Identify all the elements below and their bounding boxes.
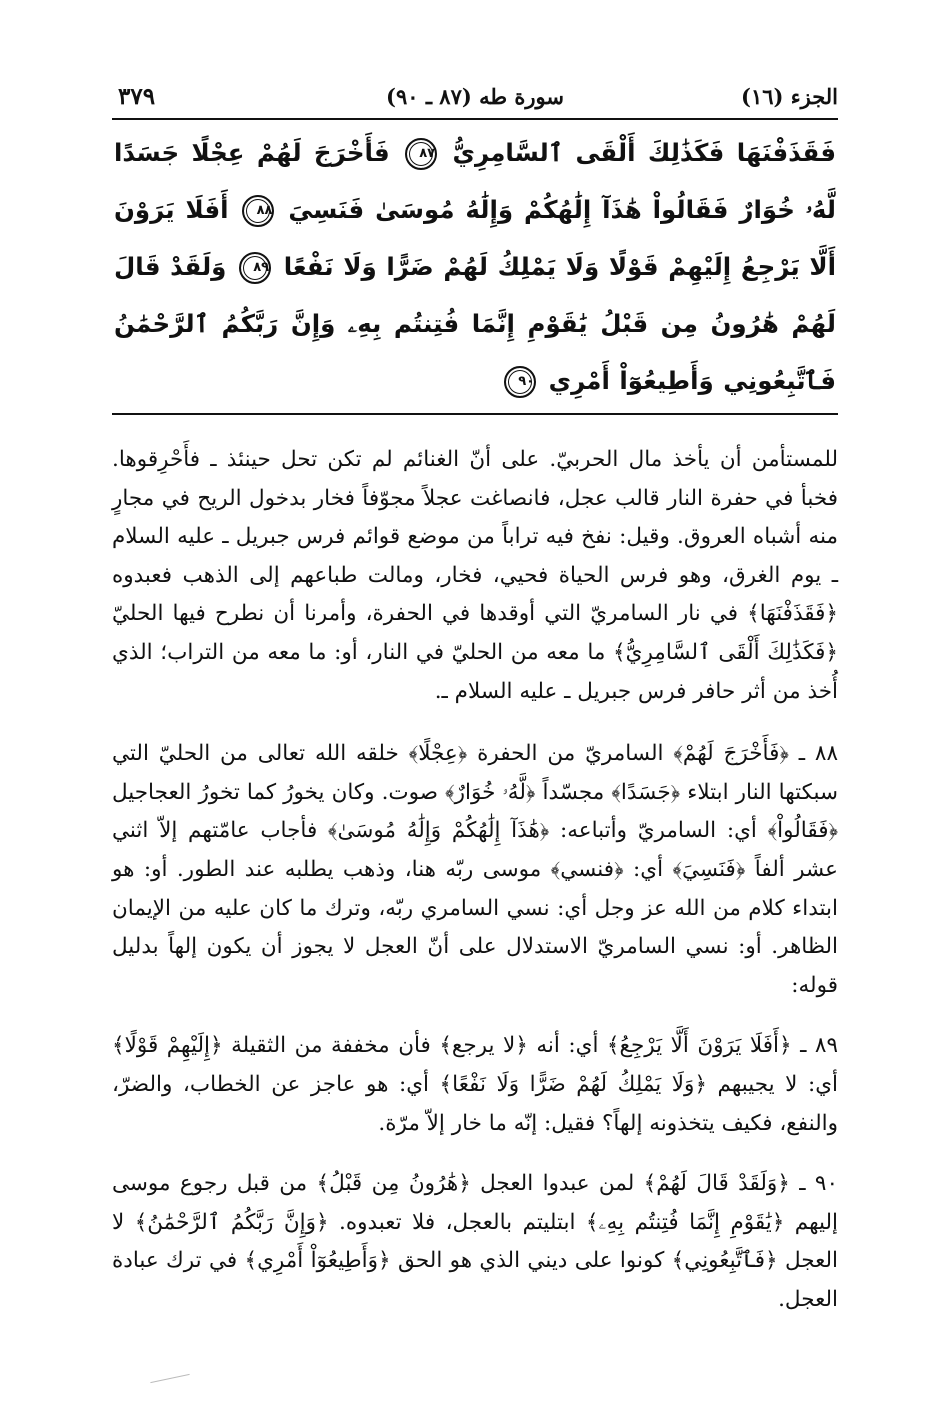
tafsir-paragraph-90: ٩٠ ـ ﴿وَلَقَدْ قَالَ لَهُمْ﴾ لمن عبدوا العجل ﴿هَٰرُونُ مِن قَبْلُ﴾ من قبل رجوع موسى إليهم ﴿يَٰقَوْمِ إِنَّمَا فُتِنتُم بِهِۦ﴾ ابتليتم بالعجل، فلا تعبدوه. ﴿وَإِنَّ رَبَّكُمُ ٱلرَّحْمَٰنُ﴾ لا العجل ﴿فَٱتَّبِعُونِي﴾ كونوا على ديني الذي هو الحق ﴿وَأَطِيعُوٓاْ أَمْرِي﴾ في ترك عبادة العجل. [112, 1171, 838, 1312]
header-divider [112, 118, 838, 120]
ayah-marker-89: ٨٩ [239, 252, 271, 284]
quran-verse-87-text: فَقَذَفْنَهَا فَكَذَٰلِكَ أَلْقَى ٱلسَّامِرِيُّ [452, 138, 836, 167]
quran-verse-89-text: أَفَلَا يَرَوْنَ أَلَّا يَرْجِعُ إِلَيْهِمْ قَوْلًا وَلَا يَمْلِكُ لَهُمْ ضَرًّا وَلَا نَفْعًا [114, 195, 837, 281]
verses-divider [112, 413, 838, 415]
running-header [112, 78, 838, 116]
ayah-marker-88: ٨٨ [242, 195, 274, 227]
tafsir-paragraph-87: للمستأمن أن يأخذ مال الحربيّ. على أنّ الغنائم لم تكن تحل حينئذ ـ فأَحْرِقوها. فخبأ في حفرة النار قالب عجل، فانصاغت عجلاً مجوّفاً فخار بدخول الريح في مجارٍ منه أشباه العروق. وقيل: نفخ فيه تراباً من موضع قوائم فرس جبريل ـ عليه السلام ـ يوم الغرق، وهو فرس الحياة فحيي، فخار، ومالت طباعهم إلى الذهب فعبدوه ﴿فَقَذَفْنَهَا﴾ في نار السامريّ التي أوقدها في الحفرة، وأمرنا أن نطرح فيها الحليّ ﴿فَكَذَٰلِكَ أَلْقَى ٱلسَّامِرِيُّ﴾ ما معه من الحليّ في النار، أو: ما معه من التراب؛ الذي أُخذ من أثر حافر فرس جبريل ـ عليه السلام ـ. [112, 447, 838, 704]
ayah-marker-90: ٩٠ [504, 366, 536, 398]
quran-verses-block [112, 124, 838, 409]
ayah-marker-87: ٨٧ [405, 138, 437, 170]
book-page [112, 78, 838, 1341]
tafsir-commentary [112, 441, 838, 1319]
surah-title: سورة طه (٨٧ ـ ٩٠) [386, 84, 564, 109]
page-number: ٣٧٩ [118, 83, 156, 110]
scan-mark [150, 1374, 189, 1383]
tafsir-paragraph-89: ٨٩ ـ ﴿أَفَلَا يَرَوْنَ أَلَّا يَرْجِعُ﴾ أي: أنه ﴿لا يرجع﴾ فأن مخففة من الثقيلة ﴿إِلَيْهِمْ قَوْلًا﴾ أي: لا يجيبهم ﴿وَلَا يَمْلِكُ لَهُمْ ضَرًّا وَلَا نَفْعًا﴾ أي: هو عاجز عن الخطاب، والضرّ، والنفع، فكيف يتخذونه إلهاً؟ فقيل: إنّه ما خار إلاّ مرّة. [112, 1033, 838, 1136]
tafsir-paragraph-88: ٨٨ ـ ﴿فَأَخْرَجَ لَهُمْ﴾ السامريّ من الحفرة ﴿عِجْلًا﴾ خلقه الله تعالى من الحليّ التي سبكتها النار ابتلاء ﴿جَسَدًا﴾ مجسّداً ﴿لَّهُۥ خُوَارٌ﴾ صوت. وكان يخورُ كما تخورُ العجاجيل ﴿فَقَالُواْ﴾ أي: السامريّ وأتباعه: ﴿هَٰذَآ إِلَٰهُكُمْ وَإِلَٰهُ مُوسَىٰ﴾ فأجاب عامّتهم إلاّ اثني عشر ألفاً ﴿فَنَسِيَ﴾ أي: ﴿فنسي﴾ موسى ربّه هنا، وذهب يطلبه عند الطور. أو: هو ابتداء كلام من الله عز وجل أي: نسي السامري ربّه، وترك ما كان عليه من الإيمان الظاهر. أو: نسي السامريّ الاستدلال على أنّ العجل لا يجوز أن يكون إلهاً بدليل قوله: [112, 741, 838, 998]
juz-label: الجزء (١٦) [741, 84, 838, 109]
quran-verse-90-text: وَلَقَدْ قَالَ لَهُمْ هَٰرُونُ مِن قَبْلُ يَٰقَوْمِ إِنَّمَا فُتِنتُم بِهِۦ وَإِنَّ رَبَّكُمُ ٱلرَّحْمَٰنُ فَٱتَّبِعُونِي وَأَطِيعُوٓاْ أَمْرِي [114, 252, 836, 395]
quran-verse-88-text: فَأَخْرَجَ لَهُمْ عِجْلًا جَسَدًا لَّهُۥ خُوَارٌ فَقَالُواْ هَٰذَآ إِلَٰهُكُمْ وَإِلَٰهُ مُوسَىٰ فَنَسِيَ [114, 138, 836, 224]
